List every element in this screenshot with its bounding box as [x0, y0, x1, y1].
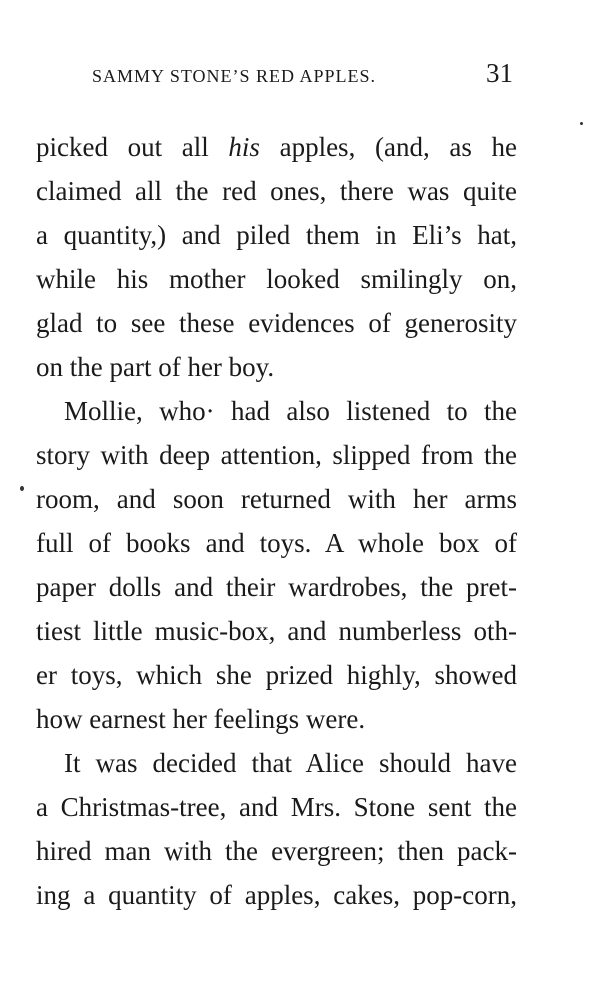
paragraph — [36, 125, 517, 389]
running-head — [38, 58, 515, 98]
text-segment: Mollie, who· had also listened to the — [64, 396, 517, 426]
text-segment: full of books and toys. A whole box of — [36, 528, 517, 558]
text-segment: apples, (and, as he — [259, 132, 517, 162]
text-segment: ing a quantity of apples, cakes, pop-corn, — [36, 880, 517, 910]
text-segment: room, and soon returned with her arms — [36, 484, 517, 514]
text-segment: a Christmas-tree, and Mrs. Stone sent the — [36, 792, 517, 822]
text-line — [36, 785, 517, 829]
text-segment: glad to see these evidences of generosity — [36, 308, 517, 338]
text-line — [36, 873, 517, 917]
text-segment: er toys, which she prized highly, showed — [36, 660, 517, 690]
text-line — [36, 609, 517, 653]
text-line — [36, 125, 517, 169]
text-segment: claimed all the red ones, there was quite — [36, 176, 517, 206]
text-segment: how earnest her feelings were. — [36, 704, 366, 734]
ink-speck — [20, 486, 24, 491]
text-segment: tiest little music-box, and numberless oth- — [36, 616, 517, 646]
text-segment: paper dolls and their wardrobes, the pret- — [36, 572, 517, 602]
text-segment: on the part of her boy. — [36, 352, 275, 382]
ink-speck — [580, 122, 583, 125]
text-segment: while his mother looked smilingly on, — [36, 264, 517, 294]
text-line — [36, 829, 517, 873]
text-line — [36, 565, 517, 609]
text-line — [36, 521, 517, 565]
running-title: SAMMY STONE’S RED APPLES. — [92, 66, 377, 86]
text-line — [36, 697, 517, 741]
text-line — [36, 213, 517, 257]
text-line — [36, 653, 517, 697]
page-number: 31 — [486, 58, 513, 88]
text-line — [36, 477, 517, 521]
italic-text: his — [228, 132, 260, 162]
paragraph — [36, 389, 517, 741]
text-segment: hired man with the evergreen; then pack- — [36, 836, 517, 866]
text-segment: picked out all — [36, 132, 229, 162]
text-line — [36, 257, 517, 301]
text-segment: story with deep attention, slipped from the — [36, 440, 517, 470]
text-line — [36, 433, 517, 477]
text-line — [36, 169, 517, 213]
text-segment: It was decided that Alice should have — [64, 748, 517, 778]
text-segment: a quantity,) and piled them in Eli’s hat, — [36, 220, 517, 250]
paragraph — [36, 741, 517, 917]
text-line — [36, 741, 517, 785]
text-body — [36, 125, 517, 917]
text-line — [36, 301, 517, 345]
text-line — [36, 389, 517, 433]
text-line — [36, 345, 517, 389]
